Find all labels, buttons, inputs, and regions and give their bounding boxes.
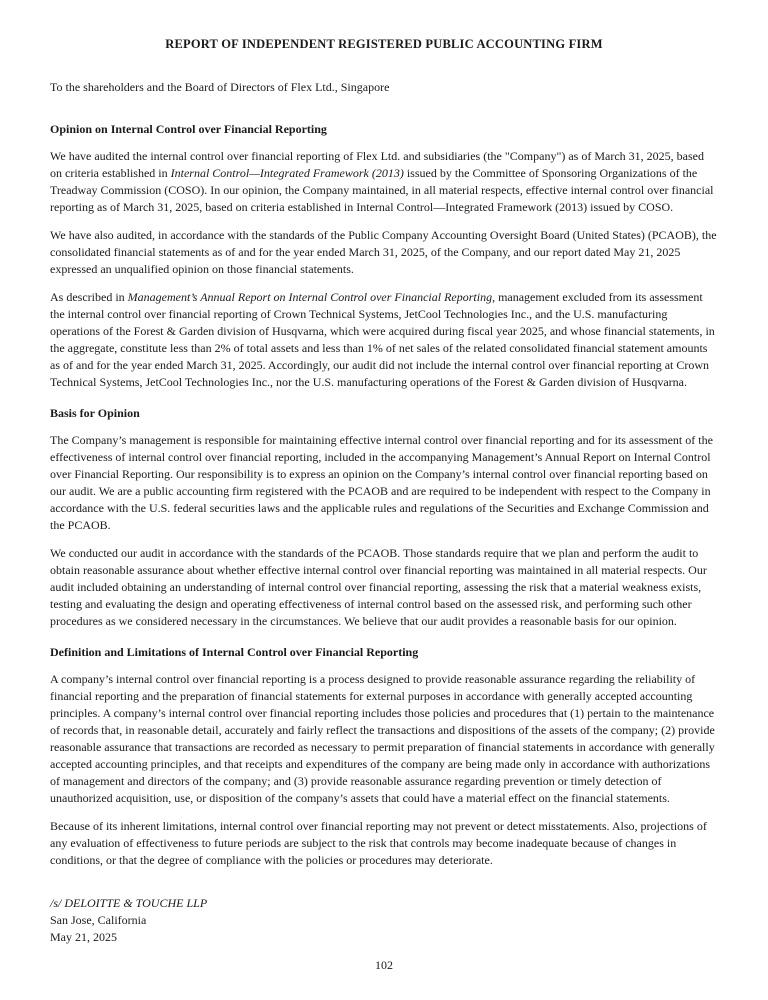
signature-firm-name: /s/ DELOITTE & TOUCHE LLP xyxy=(50,896,208,910)
text-run: We conducted our audit in accordance with the standards of the PCAOB. Those standards require that we plan and perform the audit to obtain reasonable assurance about whether effective internal control over financial reporting was maintained in all material respects. Our audit included obtaining an understanding of internal control over financial reporting, assessing the risk that a material weakness exists, testing and evaluating the design and operating effectiveness of internal control based on the assessed risk, and performing such other procedures as we considered necessary in the circumstances. We believe that our audit provides a reasonable basis for our opinion. xyxy=(50,546,707,628)
paragraph-basis-2 xyxy=(50,545,718,630)
heading-basis-for-opinion: Basis for Opinion xyxy=(50,406,140,420)
text-run: issued by the Committee of Sponsoring Organizations of the Treadway Commission (COSO). In our opinion, the Company maintained, in all material respects, effective internal control over financial reporting as of March 31, 2025, based on criteria established in Internal Control—Integrated Framework (2013) issued by COSO. xyxy=(50,166,714,214)
paragraph-definition-1 xyxy=(50,671,718,807)
document-title: REPORT OF INDEPENDENT REGISTERED PUBLIC ACCOUNTING FIRM xyxy=(165,37,603,51)
text-run: We have also audited, in accordance with the standards of the Public Company Accounting Oversight Board (United States) (PCAOB), the consolidated financial statements as of and for the year ended March 31, 2025, of the Company, and our report dated May 21, 2025 expressed an unqualified opinion on those financial statements. xyxy=(50,228,717,276)
text-run: We have audited the internal control over financial reporting of Flex Ltd. and subsidiaries (the "Company") as of March 31, 2025, based on criteria established in xyxy=(50,149,704,180)
text-run: As described in xyxy=(50,290,128,304)
italic-text-run: Internal Control—Integrated Framework (2013) xyxy=(170,166,404,180)
paragraph-opinion-2 xyxy=(50,227,718,278)
text-run: Because of its inherent limitations, internal control over financial reporting may not prevent or detect misstatements. Also, projections of any evaluation of effectiveness to future periods are subject to the risk that controls may become inadequate because of changes in conditions, or that the degree of compliance with the policies or procedures may deteriorate. xyxy=(50,819,707,867)
addressee-line: To the shareholders and the Board of Directors of Flex Ltd., Singapore xyxy=(50,80,390,94)
italic-text-run: Management’s Annual Report on Internal Control over Financial Reporting xyxy=(127,290,493,304)
signature-date: May 21, 2025 xyxy=(50,930,117,944)
text-run: A company’s internal control over financial reporting is a process designed to provide reasonable assurance regarding the reliability of financial reporting and the preparation of financial statements for external purposes in accordance with generally accepted accounting principles. A company’s internal control over financial reporting includes those policies and procedures that (1) pertain to the maintenance of records that, in reasonable detail, accurately and fairly reflect the transactions and dispositions of the assets of the company; (2) provide reasonable assurance that transactions are recorded as necessary to permit preparation of financial statements in accordance with generally accepted accounting principles, and that receipts and expenditures of the company are being made only in accordance with authorizations of management and directors of the company; and (3) provide reasonable assurance regarding prevention or timely detection of unauthorized acquisition, use, or disposition of the company’s assets that could have a material effect on the financial statements. xyxy=(50,672,715,805)
page-number: 102 xyxy=(375,958,393,972)
signature-city: San Jose, California xyxy=(50,913,147,927)
paragraph-basis-1 xyxy=(50,432,718,534)
signature-block xyxy=(50,895,718,946)
paragraph-opinion-3 xyxy=(50,289,718,391)
paragraph-definition-2 xyxy=(50,818,718,869)
text-run: The Company’s management is responsible for maintaining effective internal control over financial reporting and for its assessment of the effectiveness of internal control over financial reporting, included in the accompanying Management’s Annual Report on Internal Control over Financial Reporting. Our responsibility is to express an opinion on the Company’s internal control over financial reporting based on our audit. We are a public accounting firm registered with the PCAOB and are required to be independent with respect to the Company in accordance with the U.S. federal securities laws and the applicable rules and regulations of the Securities and Exchange Commission and the PCAOB. xyxy=(50,433,713,532)
heading-opinion-on-internal-control: Opinion on Internal Control over Financial Reporting xyxy=(50,122,327,136)
paragraph-opinion-1 xyxy=(50,148,718,216)
heading-definition-and-limitations: Definition and Limitations of Internal Control over Financial Reporting xyxy=(50,645,419,659)
text-run: , management excluded from its assessment the internal control over financial reporting of Crown Technical Systems, JetCool Technologies Inc., and the U.S. manufacturing operations of the Forest & Garden division of Husqvarna, which were acquired during fiscal year 2025, and whose financial statements, in the aggregate, constitute less than 2% of total assets and less than 1% of net sales of the related consolidated financial statement amounts as of and for the year ended March 31, 2025. Accordingly, our audit did not include the internal control over financial reporting at Crown Technical Systems, JetCool Technologies Inc., nor the U.S. manufacturing operations of the Forest & Garden division of Husqvarna. xyxy=(50,290,715,389)
